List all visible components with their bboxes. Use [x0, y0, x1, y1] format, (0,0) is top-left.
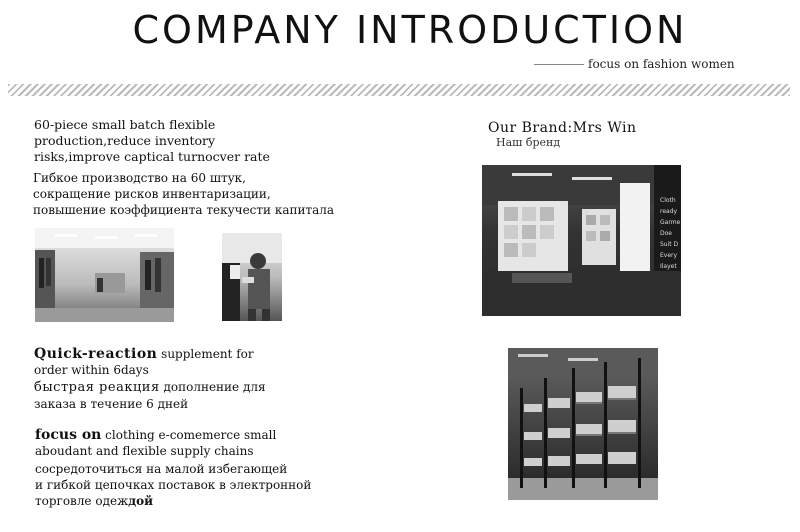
production-text-ru: Гибкое производство на 60 штук, сокращение рисков инвентаризации, повышение коэффициента текучести капитала	[33, 171, 335, 217]
quick-reaction-ru	[34, 379, 334, 412]
focus-ru-bold-tail: дой	[128, 494, 154, 508]
warehouse-photo	[508, 348, 658, 500]
focus-ru	[35, 461, 355, 509]
page-title: COMPANY INTRODUCTION	[132, 8, 688, 52]
hatched-divider	[8, 84, 790, 96]
brand-label: Our Brand:Mrs Win	[488, 120, 637, 136]
quick-reaction-text: supplement for order within 6days	[34, 347, 254, 377]
production-text-en: 60-piece small batch flexible production,reduce inventory risks,improve captical turnocver rate	[34, 117, 270, 164]
focus-ru-text: сосредоточиться на малой избегающей и гибкой цепочках поставок в электронной торговле одеж	[35, 462, 312, 508]
office-sign-line: Ilayet	[660, 263, 677, 270]
quick-reaction-ru-text: дополнение для заказа в течение 6 дней	[34, 380, 266, 411]
brand-label-ru: Наш бренд	[496, 136, 561, 149]
focus-en	[35, 427, 335, 459]
quick-reaction-heading: Quick-reaction	[34, 346, 158, 362]
focus-text: clothing e-comemerce small aboudant and flexible supply chains	[35, 428, 277, 458]
office-sign-line: Suit D	[660, 241, 679, 248]
office-sign-line: ready	[660, 208, 678, 215]
quick-reaction-en	[34, 346, 334, 378]
office-sign-line: Doe	[660, 230, 672, 237]
tailor-photo	[222, 233, 282, 321]
store-photo	[35, 228, 174, 322]
focus-heading: focus on	[35, 427, 102, 443]
office-sign-line: Garme	[660, 219, 681, 226]
office-sign-line: Cloth	[660, 197, 676, 204]
office-photo	[482, 165, 681, 316]
office-sign-line: Every	[660, 252, 678, 259]
tagline-rule	[534, 64, 584, 65]
tagline: focus on fashion women	[588, 57, 735, 71]
quick-reaction-ru-heading: быстрая реакция	[34, 380, 160, 395]
